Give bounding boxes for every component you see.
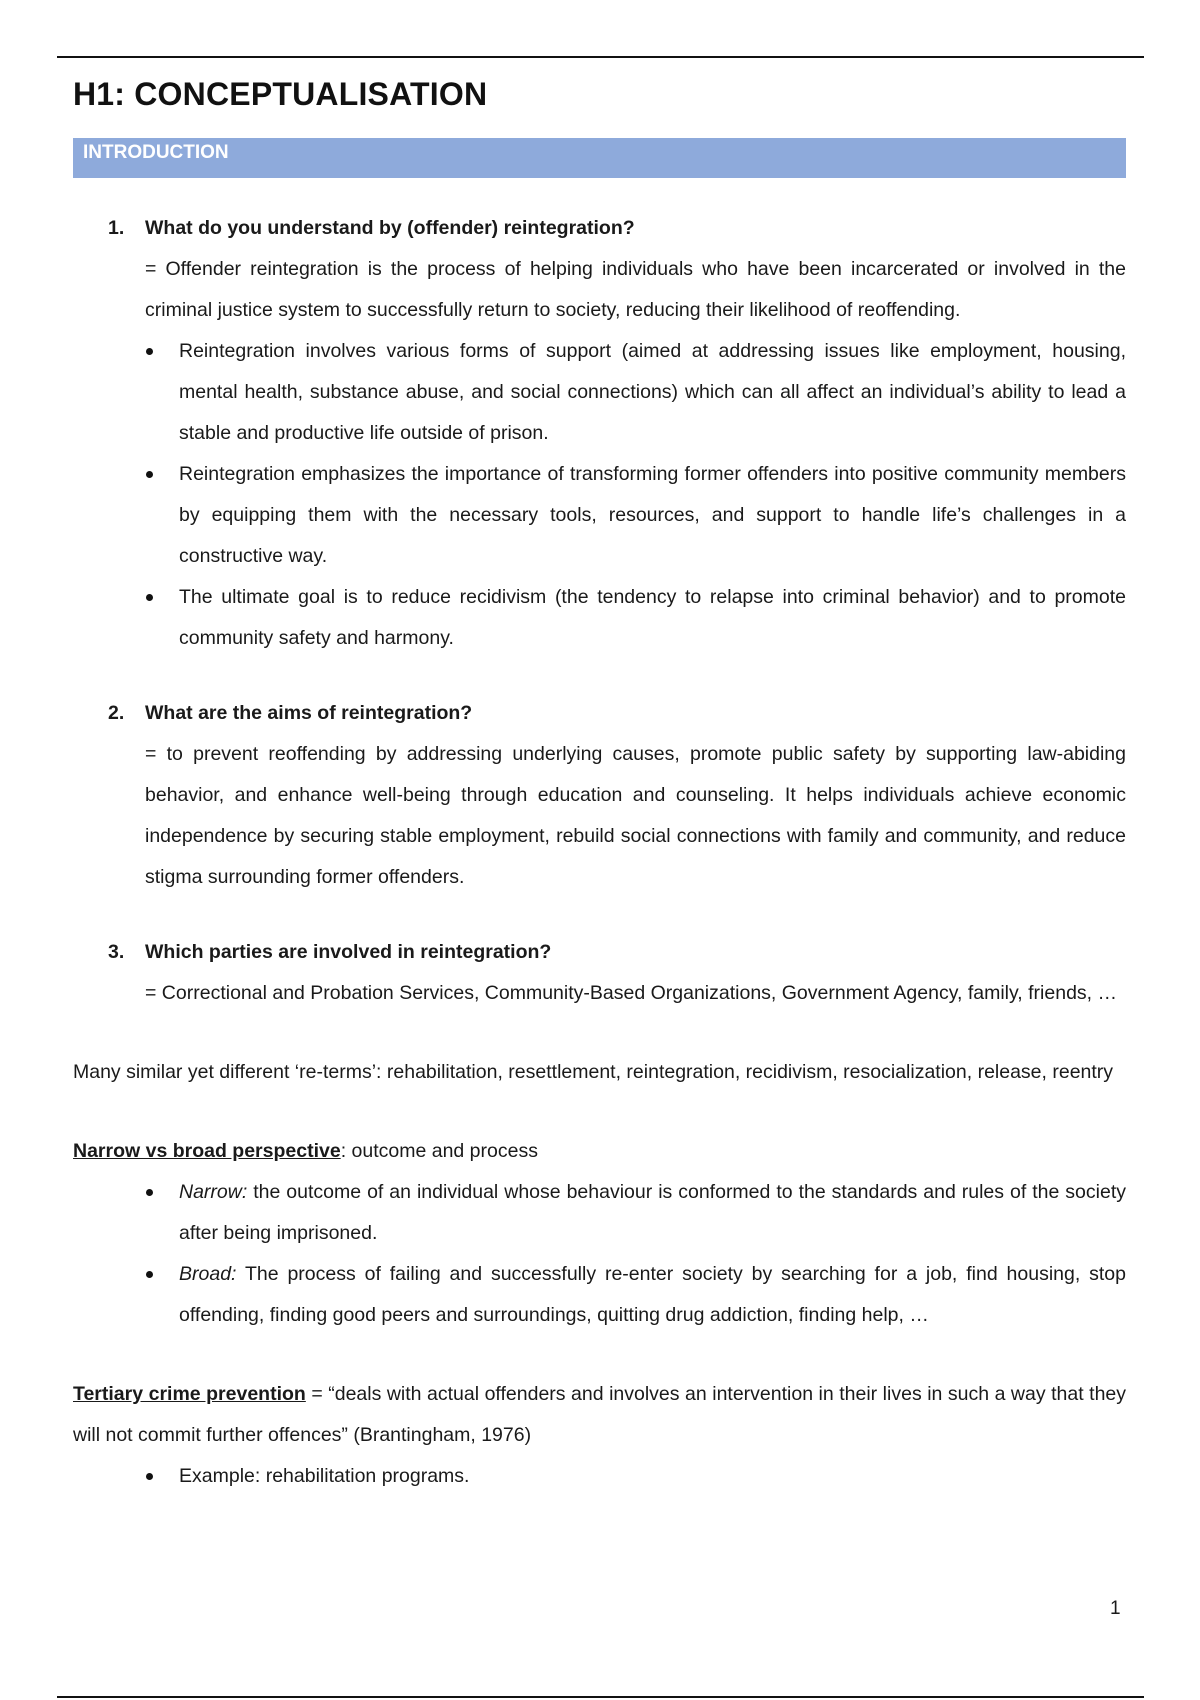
tertiary-rest: = “deals with actual offenders and involves an intervention in their lives in such a way that they will not commit further offences” (Brantingham, 1976) [73,1383,1127,1446]
page-title: H1: CONCEPTUALISATION [73,76,488,112]
tertiary-section [73,1374,1126,1497]
top-rule [57,56,1144,58]
tertiary-bullets [73,1456,1126,1497]
narrow-text: the outcome of an individual whose behaviour is conformed to the standards and rules of the society after being imprisoned. [179,1181,1126,1244]
narrow-label: Narrow: [179,1181,248,1203]
perspective-rest: : outcome and process [340,1140,538,1162]
page-content [73,76,1126,1497]
question-item [108,932,1126,1014]
bullet-item-broad [179,1254,1126,1336]
broad-text: The process of failing and successfully re-enter society by searching for a job, find housing, stop offending, finding good peers and surroundings, quitting drug addiction, finding help, … [179,1263,1126,1326]
question-list [73,208,1126,1014]
answer-text: = Offender reintegration is the process of helping individuals who have been incarcerated or involved in the criminal justice system to successfully return to society, reducing their likelihood of reoffending. [145,258,1126,321]
perspective-paragraph [73,1131,1126,1172]
question-number: 3. [108,941,125,963]
tertiary-heading: Tertiary crime prevention [73,1383,306,1405]
bullet-item: Reintegration involves various forms of support (aimed at addressing issues like employment, housing, mental health, substance abuse, and social connections) which can all affect an individual’s ability to lead a stable and productive life outside of prison. [179,331,1126,454]
tertiary-paragraph [73,1374,1126,1456]
bullet-item: Reintegration emphasizes the importance of transforming former offenders into positive community members by equipping them with the necessary tools, resources, and support to handle life’s challenges in a constructive way. [179,454,1126,577]
section-heading-introduction: INTRODUCTION [73,138,1126,178]
page-number: 1 [1110,1598,1121,1619]
answer-text: = Correctional and Probation Services, Community-Based Organizations, Government Agency, family, friends, … [145,982,1118,1004]
perspective-section [73,1131,1126,1336]
question-title: What are the aims of reintegration? [145,702,473,724]
bottom-rule [57,1696,1144,1698]
bullet-item-example: Example: rehabilitation programs. [179,1456,1126,1497]
question-item [108,693,1126,898]
question-number: 2. [108,702,125,724]
question-item [108,208,1126,659]
perspective-bullets [73,1172,1126,1336]
re-terms-paragraph: Many similar yet different ‘re-terms’: rehabilitation, resettlement, reintegration, recidivism, resocialization, release, reentry [73,1061,1114,1083]
perspective-heading: Narrow vs broad perspective [73,1140,341,1162]
question-number: 1. [108,217,125,239]
broad-label: Broad: [179,1263,237,1285]
bullet-item-narrow [179,1172,1126,1254]
answer-bullets [145,331,1126,659]
question-title: Which parties are involved in reintegration? [145,941,552,963]
question-title: What do you understand by (offender) reintegration? [145,217,635,239]
answer-text: = to prevent reoffending by addressing underlying causes, promote public safety by supporting law-abiding behavior, and enhance well-being through education and counseling. It helps individuals achieve economic independence by securing stable employment, rebuild social connections with family and community, and reduce stigma surrounding former offenders. [145,743,1126,888]
bullet-item: The ultimate goal is to reduce recidivism (the tendency to relapse into criminal behavior) and to promote community safety and harmony. [179,577,1126,659]
